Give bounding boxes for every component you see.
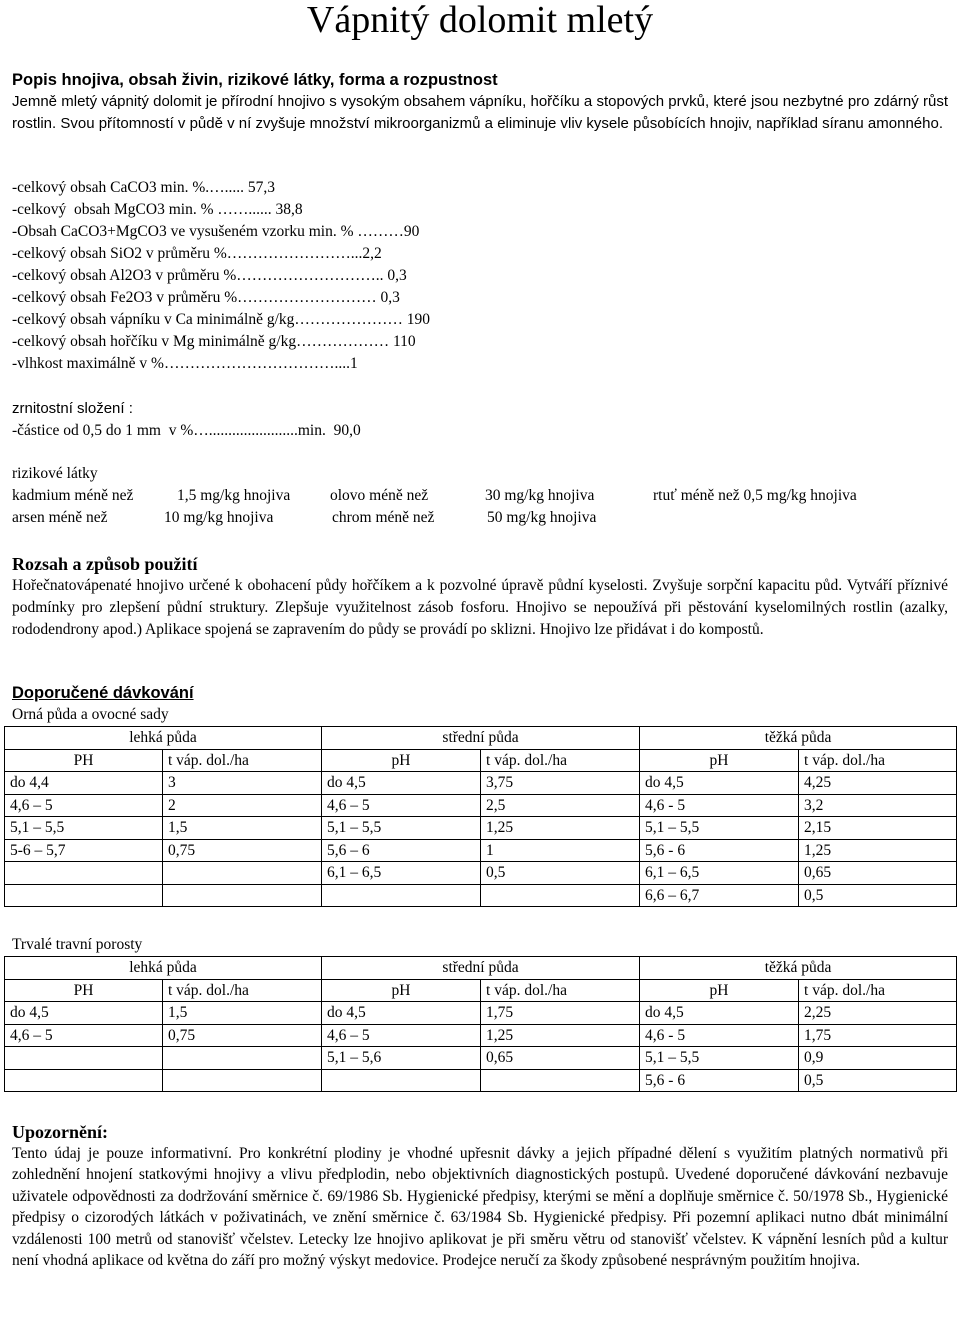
table-cell: 6,1 – 6,5 xyxy=(322,862,481,885)
dosing-heading xyxy=(12,682,948,704)
table-cell: 5-6 – 5,7 xyxy=(5,839,163,862)
table-cell: do 4,5 xyxy=(640,1002,799,1025)
table-cell: 1,75 xyxy=(799,1024,957,1047)
risk-cell: 30 mg/kg hnojiva xyxy=(485,487,595,504)
table-cell: 2 xyxy=(163,794,322,817)
table-cell: 5,6 - 6 xyxy=(640,839,799,862)
table-cell: 6,1 – 6,5 xyxy=(640,862,799,885)
table-cell: 2,15 xyxy=(799,817,957,840)
table-cell xyxy=(322,884,481,907)
table-cell: 1,25 xyxy=(799,839,957,862)
dosing-table-grassland xyxy=(4,956,957,1092)
table-cell: do 4,4 xyxy=(5,772,163,795)
table-cell: 4,6 - 5 xyxy=(640,1024,799,1047)
table-cell: 5,6 – 6 xyxy=(322,839,481,862)
table-cell: 1,25 xyxy=(481,817,640,840)
table-cell: 4,25 xyxy=(799,772,957,795)
header-cell: t váp. dol./ha xyxy=(163,979,322,1002)
table2-caption: Trvalé travní porosty xyxy=(12,936,143,953)
table-cell: do 4,5 xyxy=(5,1002,163,1025)
table-cell xyxy=(163,862,322,885)
table-cell: 0,65 xyxy=(481,1047,640,1070)
table-cell xyxy=(5,862,163,885)
warning-paragraph: Tento údaj je pouze informativní. Pro konkrétní plodiny je vhodné upřesnit dávky a jejich případné dělení s využitím platných normativů při zohlednění hnojení statkovými hnojivy a vlivu předplodin, nebo objektivních diagnostických postupů. Uvedené doporučené dávkování nezbavuje uživatele odpovědnosti za dodržování směrnice č. 69/1986 Sb. Hygienické předpisy, kterými se mění a doplňuje směrnice č. 50/1978 Sb., Hygienické předpisy o cizorodých látkách v poživatinách, ve znění směrnice č. 63/1984 Sb. Hygienické předpisy. Při pozemní aplikaci nutno dbát minimální vzdálenosti 100 metrů od stanovišť včelstev. Letecky lze hnojivo aplikovat je při směru větru od stanovišť včelstev. K vápnění lesních půd a kultur není vhodná aplikace od května do září pro možný výskyt medovice. Prodejce neručí za škody způsobené nesprávným použitím hnojiva. xyxy=(12,1145,948,1270)
table-cell: do 4,5 xyxy=(322,772,481,795)
table-cell: 3 xyxy=(163,772,322,795)
table-cell xyxy=(481,1069,640,1092)
table-row xyxy=(5,1047,957,1070)
group-cell: těžká půda xyxy=(640,957,957,980)
table-row xyxy=(5,794,957,817)
risk-row xyxy=(12,507,948,529)
group-cell: lehká půda xyxy=(5,727,322,750)
contents-item: -celkový obsah vápníku v Ca minimálně g/kg………………… 190 xyxy=(12,311,431,328)
table-cell: 0,5 xyxy=(799,1069,957,1092)
description-paragraph: Jemně mletý vápnitý dolomit je přírodní hnojivo s vysokým obsahem vápníku, hořčíku a stopových prvků, které jsou nezbytné pro zdárný růst rostlin. Svou přítomností v půdě v ní zvyšuje množství mikroorganizmů a eliminuje vliv kysele působících hnojiv, například síranu amonného. xyxy=(12,93,948,132)
header-cell: pH xyxy=(322,749,481,772)
table-cell: 2,25 xyxy=(799,1002,957,1025)
table-cell: 1 xyxy=(481,839,640,862)
table-row xyxy=(5,772,957,795)
contents-item: -celkový obsah Al2O3 v průměru %……………………….. 0,3 xyxy=(12,267,407,284)
header-cell: pH xyxy=(322,979,481,1002)
table-cell: 5,1 – 5,6 xyxy=(322,1047,481,1070)
table-cell xyxy=(5,1047,163,1070)
table-cell xyxy=(5,1069,163,1092)
dosing-table-arable xyxy=(4,726,957,907)
group-cell: těžká půda xyxy=(640,727,957,750)
table-cell: 5,1 – 5,5 xyxy=(5,817,163,840)
table-cell: 4,6 – 5 xyxy=(322,1024,481,1047)
table-cell: 0,65 xyxy=(799,862,957,885)
contents-item: -celkový obsah CaCO3 min. %.…..... 57,3 xyxy=(12,179,276,196)
risk-heading: rizikové látky xyxy=(12,465,98,482)
table-cell xyxy=(5,884,163,907)
table-cell: 4,6 – 5 xyxy=(5,794,163,817)
risk-section xyxy=(12,463,948,529)
risk-cell: rtuť méně než 0,5 mg/kg hnojiva xyxy=(653,487,857,504)
contents-list xyxy=(12,177,948,375)
contents-item: -celkový obsah SiO2 v průměru %……………………...2,2 xyxy=(12,245,382,262)
table-row xyxy=(5,1024,957,1047)
group-cell: lehká půda xyxy=(5,957,322,980)
grassland-section xyxy=(12,934,948,1092)
risk-cell: 10 mg/kg hnojiva xyxy=(164,509,274,526)
contents-item: -celkový obsah MgCO3 min. % ……...... 38,8 xyxy=(12,201,303,218)
grain-section xyxy=(12,398,948,442)
table-row xyxy=(5,1069,957,1092)
contents-item: -celkový obsah hořčíku v Mg minimálně g/kg……………… 110 xyxy=(12,333,416,350)
header-cell: t váp. dol./ha xyxy=(481,749,640,772)
table-cell: do 4,5 xyxy=(640,772,799,795)
table-cell: 5,6 - 6 xyxy=(640,1069,799,1092)
table-cell xyxy=(163,884,322,907)
table-cell: 3,2 xyxy=(799,794,957,817)
table-row xyxy=(5,862,957,885)
contents-item: -celkový obsah Fe2O3 v průměru %……………………… 0,3 xyxy=(12,289,400,306)
table-cell: 4,6 – 5 xyxy=(5,1024,163,1047)
table-cell: 0,75 xyxy=(163,839,322,862)
header-cell: PH xyxy=(5,979,163,1002)
dosing-section xyxy=(12,682,948,907)
table-group-row xyxy=(5,957,957,980)
grain-line: -částice od 0,5 do 1 mm v %….......................min. 90,0 xyxy=(12,422,361,439)
usage-section xyxy=(12,553,948,641)
table-cell: 3,75 xyxy=(481,772,640,795)
table-cell: 4,6 – 5 xyxy=(322,794,481,817)
risk-cell: arsen méně než xyxy=(12,509,108,526)
table-header-row xyxy=(5,979,957,1002)
risk-cell: kadmium méně než xyxy=(12,487,134,504)
table-cell: 1,25 xyxy=(481,1024,640,1047)
header-cell: t váp. dol./ha xyxy=(799,749,957,772)
table-cell: 0,9 xyxy=(799,1047,957,1070)
table-cell: 0,5 xyxy=(799,884,957,907)
table-cell: 2,5 xyxy=(481,794,640,817)
header-cell: t váp. dol./ha xyxy=(481,979,640,1002)
description-section xyxy=(12,69,948,135)
table-row xyxy=(5,839,957,862)
header-cell: pH xyxy=(640,749,799,772)
table-cell xyxy=(481,884,640,907)
table-row xyxy=(5,884,957,907)
warning-section xyxy=(12,1121,948,1271)
group-cell: střední půda xyxy=(322,727,640,750)
header-cell: t váp. dol./ha xyxy=(163,749,322,772)
risk-cell: 50 mg/kg hnojiva xyxy=(487,509,597,526)
header-cell: t váp. dol./ha xyxy=(799,979,957,1002)
usage-heading: Rozsah a způsob použití xyxy=(12,554,198,574)
contents-item: -vlhkost maximálně v %……………………………....1 xyxy=(12,355,358,372)
table-group-row xyxy=(5,727,957,750)
dosing-heading-text: Doporučené dávkování xyxy=(12,684,194,702)
table-body xyxy=(5,772,957,907)
description-heading: Popis hnojiva, obsah živin, rizikové látky, forma a rozpustnost xyxy=(12,71,498,89)
risk-cell: 1,5 mg/kg hnojiva xyxy=(177,487,291,504)
risk-cell: chrom méně než xyxy=(332,509,435,526)
table-cell: 1,5 xyxy=(163,817,322,840)
table-cell xyxy=(163,1069,322,1092)
table-cell: 5,1 – 5,5 xyxy=(640,1047,799,1070)
table-row xyxy=(5,1002,957,1025)
risk-cell: olovo méně než xyxy=(330,487,429,504)
table-row xyxy=(5,817,957,840)
table1-caption: Orná půda a ovocné sady xyxy=(12,706,169,723)
table-cell: 5,1 – 5,5 xyxy=(322,817,481,840)
table-cell: 0,5 xyxy=(481,862,640,885)
table-cell: 1,75 xyxy=(481,1002,640,1025)
table-body xyxy=(5,1002,957,1092)
table-cell: do 4,5 xyxy=(322,1002,481,1025)
table-cell xyxy=(322,1069,481,1092)
usage-paragraph: Hořečnatovápenaté hnojivo určené k obohacení půdy hořčíkem a k pozvolné úpravě půdní kyselosti. Zvyšuje sorpční kapacitu půd. Vytváří příznivé podmínky pro zlepšení půdní struktury. Zlepšuje využitelnost zásob fosforu. Hnojivo se nepoužívá při pěstování kyselomilných rostlin (azalky, rododendrony apod.) Aplikace spojená se zapravením do půdy se provádí po sklizni. Hnojivo lze přidávat i do kompostů. xyxy=(12,577,948,638)
header-cell: pH xyxy=(640,979,799,1002)
contents-item: -Obsah CaCO3+MgCO3 ve vysušeném vzorku min. % ………90 xyxy=(12,223,420,240)
risk-row xyxy=(12,485,948,507)
table-header-row xyxy=(5,749,957,772)
grain-heading: zrnitostní složení : xyxy=(12,400,133,417)
document-title: Vápnitý dolomit mletý xyxy=(306,0,654,41)
document-page xyxy=(10,0,948,1270)
header-cell: PH xyxy=(5,749,163,772)
warning-heading: Upozornění: xyxy=(12,1122,108,1142)
table-cell xyxy=(163,1047,322,1070)
table-cell: 0,75 xyxy=(163,1024,322,1047)
table-cell: 5,1 – 5,5 xyxy=(640,817,799,840)
table-cell: 4,6 - 5 xyxy=(640,794,799,817)
table-cell: 1,5 xyxy=(163,1002,322,1025)
group-cell: střední půda xyxy=(322,957,640,980)
table-cell: 6,6 – 6,7 xyxy=(640,884,799,907)
